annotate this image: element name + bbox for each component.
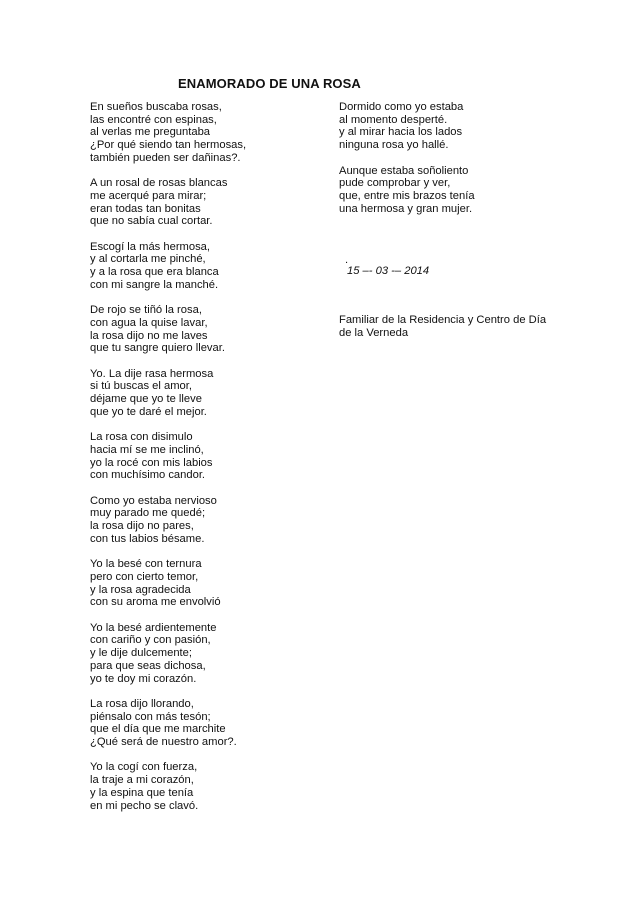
poem-line: La rosa dijo llorando, [90,697,194,710]
stanza [339,165,579,216]
poem-line: piénsalo con más tesón; [90,710,211,723]
poem-right-column [339,101,579,228]
poem-line: con agua la quise lavar, [90,316,208,329]
stanza [90,177,320,228]
stanza [90,622,320,686]
poem-line: Yo. La dije rasa hermosa [90,367,214,380]
dot-mark: . [345,254,349,266]
poem-line: Yo la besé con ternura [90,558,202,571]
stanza [90,304,320,355]
poem-line: Yo la cogí con fuerza, [90,761,198,774]
poem-line: al verlas me preguntaba [90,126,211,139]
poem-line: yo te doy mi corazón. [90,672,197,685]
poem-line: para que seas dichosa, [90,659,206,672]
poem-line: que no sabía cual cortar. [90,215,213,228]
poem-line: ¿Por qué siendo tan hermosas, [90,139,247,152]
stanza [90,241,320,292]
stanza [339,101,579,152]
stanza [90,558,320,609]
poem-line: Escogí la más hermosa, [90,240,211,253]
poem-line: y la espina que tenía [90,786,194,799]
poem-line: con muchísimo candor. [90,469,206,482]
poem-line: Como yo estaba nervioso [90,494,217,507]
credit-line: de la Verneda [339,326,409,339]
stanza [90,698,320,749]
poem-line: si tú buscas el amor, [90,380,192,393]
poem-line: hacia mí se me inclinó, [90,443,204,456]
poem-line: y a la rosa que era blanca [90,266,219,279]
poem-line: En sueños buscaba rosas, [90,101,222,113]
poem-line: La rosa con disimulo [90,431,193,444]
poem-line: y al cortarla me pinché, [90,253,206,266]
poem-line: la rosa dijo no pares, [90,520,194,533]
poem-line: con su aroma me envolvió [90,596,221,609]
poem-line: la rosa dijo no me laves [90,329,208,342]
poem-line: déjame que yo te lleve [90,393,202,406]
poem-line: la traje a mi corazón, [90,774,194,787]
poem-line: que el día que me marchite [90,723,226,736]
poem-line: en mi pecho se clavó. [90,799,199,812]
poem-line: también pueden ser dañinas?. [90,151,241,164]
poem-line: pude comprobar y ver, [339,177,451,190]
poem-line: las encontré con espinas, [90,113,217,126]
poem-line: muy parado me quedé; [90,507,206,520]
poem-line: Aunque estaba soñoliento [339,164,469,177]
poem-line: eran todas tan bonitas [90,202,201,215]
poem-line: ¿Qué será de nuestro amor?. [90,736,237,749]
poem-line: una hermosa y gran mujer. [339,202,473,215]
poem-line: me acerqué para mirar; [90,189,207,202]
poem-line: con cariño y con pasión, [90,634,211,647]
poem-line: yo la rocé con mis labios [90,456,213,469]
poem-line: ninguna rosa yo hallé. [339,139,449,152]
poem-title: ENAMORADO DE UNA ROSA [178,76,361,91]
poem-line: al momento desperté. [339,113,448,126]
poem-line: con tus labios bésame. [90,532,205,545]
stanza [90,431,320,482]
stanza [90,761,320,812]
poem-line: con mi sangre la manché. [90,278,219,291]
stanza [90,495,320,546]
poem-line: que tu sangre quiero llevar. [90,342,225,355]
credit-line: Familiar de la Residencia y Centro de Día [339,314,547,326]
poem-line: que, entre mis brazos tenía [339,189,475,202]
poem-line: y la rosa agradecida [90,583,191,596]
poem-line: Dormido como yo estaba [339,101,464,113]
poem-left-column [90,101,320,825]
poem-line: y al mirar hacia los lados [339,126,463,139]
poem-line: que yo te daré el mejor. [90,405,207,418]
poem-line: De rojo se tiñó la rosa, [90,304,202,317]
poem-line: y le dije dulcemente; [90,647,192,660]
stanza [90,368,320,419]
author-credit [339,314,569,339]
poem-date: 15 –- 03 -– 2014 [347,265,430,277]
stanza [90,101,320,165]
poem-line: A un rosal de rosas blancas [90,177,228,190]
poem-line: pero con cierto temor, [90,570,199,583]
poem-line: Yo la besé ardientemente [90,621,217,634]
